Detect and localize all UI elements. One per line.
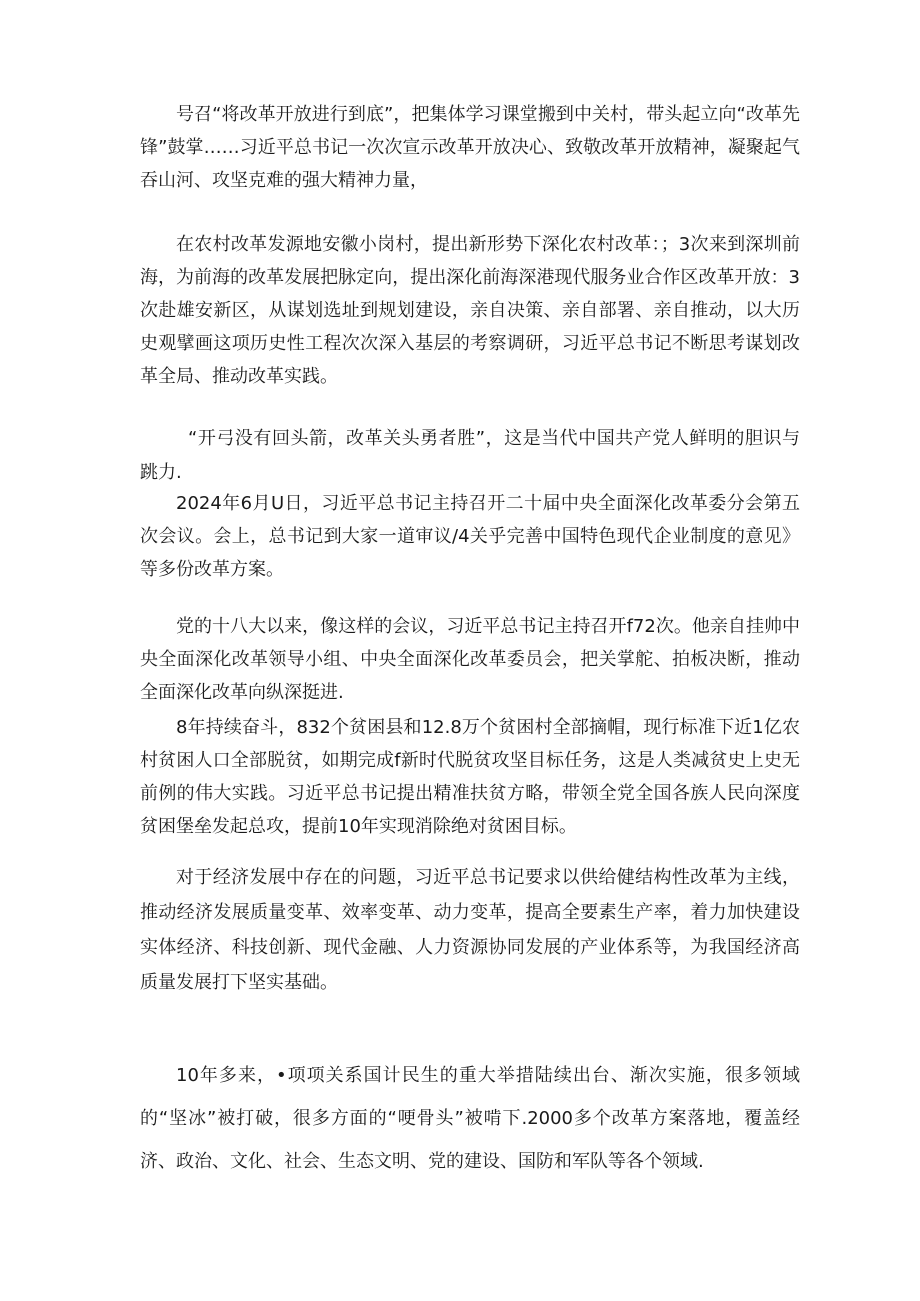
paragraph-poverty-alleviation: 8年持续奋斗，832个贫困县和12.8万个贫困村全部摘帽，现行标准下近1亿农村贫困人口全部脱贫，如期完成f新时代脱贫攻坚目标任务，这是人类减贫史上史无前例的伟大实践。习近平总书记提出精准扶贫方略，带领全党全国各族人民向深度贫困堡垒发起总攻，提前10年实现消除绝对贫困目标。 [140,717,800,837]
paragraph-reform-opening-call: 号召“将改革开放进行到底”，把集体学习课堂搬到中关村，带头起立向“改革先锋”鼓掌……习近平总书记一次次宣示改革开放决心、致敬改革开放精神，凝聚起气吞山河、攻坚克难的强大精神力量， [140,104,800,191]
paragraph-courage-quote: “开弓没有回头箭，改革关头勇者胜”，这是当代中国共产党人鲜明的胆识与跳力. [140,428,800,483]
paragraph-2024-meeting: 2024年6月U日，习近平总书记主持召开二十届中央全面深化改革委分会第五次会议。会上，总书记到大家一道审议/4关乎完善中国特色现代企业制度的意见》等多份改革方案。 [140,493,800,580]
paragraph-supply-side-reform: 对于经济发展中存在的问题，习近平总书记要求以供给健结构性改革为主线，推动经济发展质量变革、效率变革、动力变革，提高全要素生产率，着力加快建设实体经济、科技创新、现代金融、人力资源协同发展的产业体系等，为我国经济高质量发展打下坚实基础。 [140,867,800,993]
paragraph-meetings-count: 党的十八大以来，像这样的会议，习近平总书记主持召开f72次。他亲自挂帅中央全面深化改革领导小组、中央全面深化改革委员会，把关掌舵、拍板决断，推动全面深化改革向纵深挺进. [140,616,800,703]
paragraph-reform-achievements: 10年多来，•项项关系国计民生的重大举措陆续出台、渐次实施，很多领域的“坚冰”被打破，很多方面的“哽骨头”被啃下.2000多个改革方案落地，覆盖经济、政治、文化、社会、生态文明、党的建设、国防和军队等各个领域. [140,1065,800,1172]
paragraph-rural-reform-visits: 在农村改革发源地安徽小岗村，提出新形势下深化农村改革：；3次来到深圳前海，为前海的改革发展把脉定向，提出深化前海深港现代服务业合作区改革开放：3次赴雄安新区，从谋划选址到规划建设，亲自决策、亲自部署、亲自推动，以大历史观擘画这项历史性工程次次深入基层的考察调研，习近平总书记不断思考谋划改革全局、推动改革实践。 [140,234,800,387]
